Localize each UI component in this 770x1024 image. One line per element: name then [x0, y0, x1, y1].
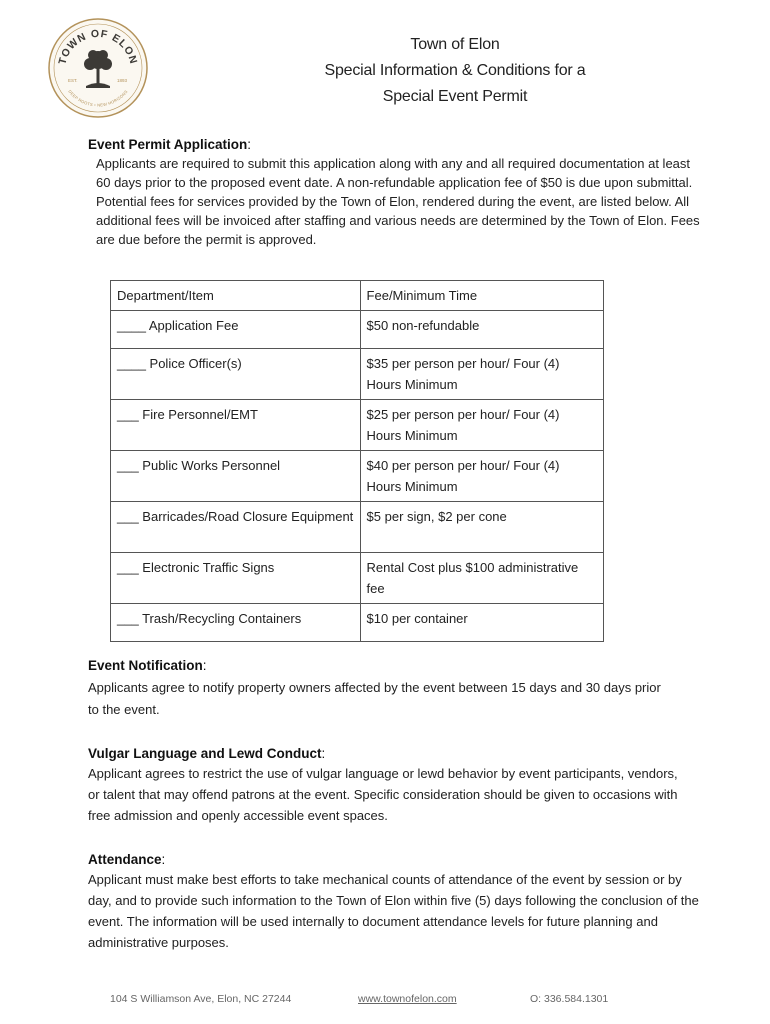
- item-cell: ___ Barricades/Road Closure Equipment: [111, 502, 361, 553]
- title-town: Town of Elon: [410, 36, 500, 53]
- footer-website-link[interactable]: www.townofelon.com: [358, 993, 457, 1005]
- section-heading: [88, 852, 703, 867]
- section-vulgar-language: [88, 746, 688, 826]
- fee-cell: Rental Cost plus $100 administrative fee: [360, 553, 603, 604]
- fee-cell: $10 per container: [360, 604, 603, 642]
- table-row: [111, 349, 604, 400]
- title-line-2: Special Information & Conditions for a: [324, 62, 586, 79]
- header-cell: Fee/Minimum Time: [360, 281, 603, 311]
- fee-cell: $25 per person per hour/ Four (4) Hours Minimum: [360, 400, 603, 451]
- document-title: [250, 32, 660, 110]
- section-heading: [88, 137, 706, 152]
- seal-est-label: EST.: [68, 78, 78, 83]
- item-cell: ____ Application Fee: [111, 311, 361, 349]
- section-heading: [88, 658, 668, 673]
- table-header-row: [111, 281, 604, 311]
- heading-colon: :: [161, 852, 166, 867]
- section-heading: [88, 746, 688, 761]
- item-cell: ___ Trash/Recycling Containers: [111, 604, 361, 642]
- item-cell: ___ Fire Personnel/EMT: [111, 400, 361, 451]
- fee-cell: $35 per person per hour/ Four (4) Hours Minimum: [360, 349, 603, 400]
- header-cell: Department/Item: [111, 281, 361, 311]
- table-row: [111, 553, 604, 604]
- heading-colon: :: [202, 658, 207, 673]
- fee-cell: $50 non-refundable: [360, 311, 603, 349]
- footer-phone: O: 336.584.1301: [530, 993, 609, 1005]
- footer-address: 104 S Williamson Ave, Elon, NC 27244: [110, 993, 292, 1005]
- table-row: [111, 400, 604, 451]
- heading-colon: :: [321, 746, 326, 761]
- item-cell: ___ Electronic Traffic Signs: [111, 553, 361, 604]
- seal-year: 1893: [117, 78, 128, 83]
- section-body: Applicants are required to submit this application along with any and all required documentation at least 60 days prior to the proposed event date. A non-refundable application fee of $50 is due upon submittal. Potential fees for services provided by the Town of Elon, rendered during the event, are listed below. All additional fees will be invoiced after staffing and various needs are determined by the Town of Elon. Fees are due before the permit is approved.: [96, 156, 700, 247]
- heading-text: Event Permit Application: [88, 137, 248, 152]
- heading-colon: :: [247, 137, 252, 152]
- section-body: Applicant must make best efforts to take mechanical counts of attendance of the event by session or by day, and to provide such information to the Town of Elon within five (5) days following the conclusion of the event. The information will be used internally to document attendance levels for future planning and administrative purposes.: [88, 872, 699, 950]
- heading-text: Attendance: [88, 852, 162, 867]
- seal-motto: DEEP ROOTS • NEW HORIZONS: [67, 88, 129, 108]
- table-row: [111, 311, 604, 349]
- section-permit-application: [88, 137, 706, 249]
- section-body: Applicants agree to notify property owners affected by the event between 15 days and 30 days prior to the event.: [88, 680, 661, 717]
- table-row: [111, 502, 604, 553]
- section-event-notification: [88, 658, 668, 721]
- item-cell: ____ Police Officer(s): [111, 349, 361, 400]
- town-seal-logo: [48, 18, 148, 118]
- fee-cell: $40 per person per hour/ Four (4) Hours Minimum: [360, 451, 603, 502]
- fee-cell: $5 per sign, $2 per cone: [360, 502, 603, 553]
- item-cell: ___ Public Works Personnel: [111, 451, 361, 502]
- table-row: [111, 451, 604, 502]
- section-body: Applicant agrees to restrict the use of vulgar language or lewd behavior by event participants, vendors, or talent that may offend patrons at the event. Specific consideration should be given to occasions with free admission and openly accessible event spaces.: [88, 766, 678, 823]
- fees-table: [110, 280, 604, 642]
- table-row: [111, 604, 604, 642]
- seal-arc-text: TOWN OF ELON: [56, 27, 140, 66]
- heading-text: Event Notification: [88, 658, 203, 673]
- section-attendance: [88, 852, 703, 953]
- heading-text: Vulgar Language and Lewd Conduct: [88, 746, 322, 761]
- title-line-3: Special Event Permit: [382, 88, 528, 105]
